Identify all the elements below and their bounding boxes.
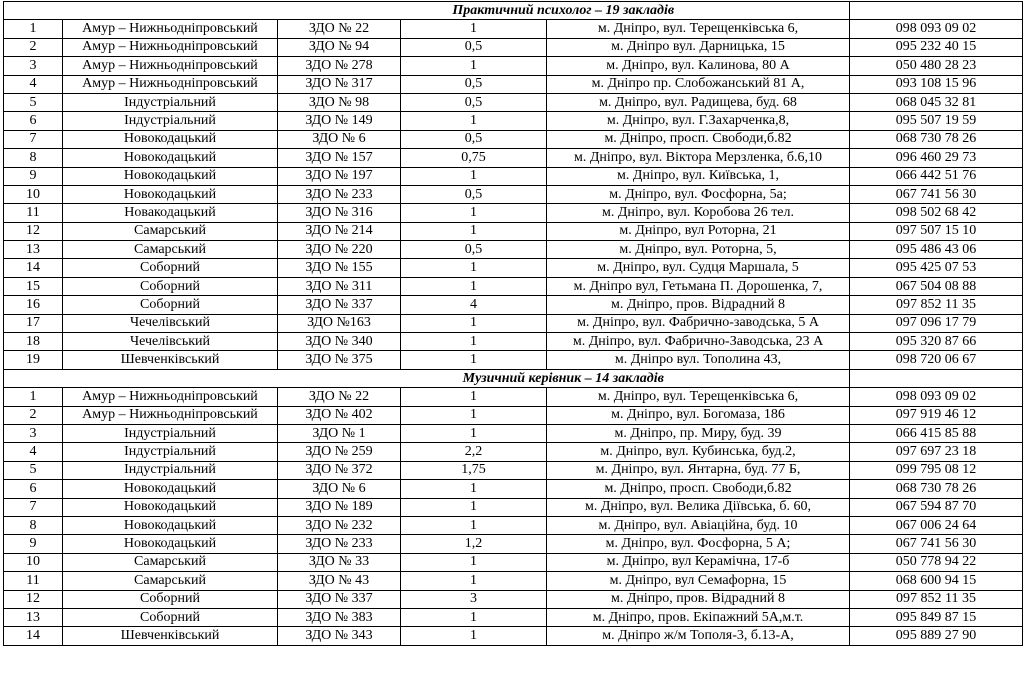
table-row [4,535,1023,553]
address-cell: м. Дніпро, просп. Свободи,б.82 [547,480,850,498]
address-cell: м. Дніпро, вул. Судця Маршала, 5 [547,259,850,277]
phone-cell: 095 232 40 15 [850,38,1023,56]
rate-cell: 0,5 [401,241,547,259]
phone-cell: 099 795 08 12 [850,461,1023,479]
rate-cell: 1 [401,20,547,38]
rate-cell: 0,5 [401,185,547,203]
row-number-cell: 7 [4,498,63,516]
table-row [4,130,1023,148]
phone-cell: 098 720 06 67 [850,351,1023,369]
institution-cell: ЗДО № 214 [278,222,401,240]
rate-cell: 1 [401,627,547,645]
rate-cell: 1,75 [401,461,547,479]
phone-cell: 095 320 87 66 [850,333,1023,351]
table-row [4,498,1023,516]
district-cell: Амур – Нижньодніпровський [63,57,278,75]
section-header-spacer [850,2,1023,20]
institution-cell: ЗДО № 43 [278,572,401,590]
address-cell: м. Дніпро, вул. Терещенківська 6, [547,20,850,38]
district-cell: Соборний [63,296,278,314]
district-cell: Індустріальний [63,112,278,130]
address-cell: м. Дніпро, вул. Калинова, 80 А [547,57,850,75]
phone-cell: 097 507 15 10 [850,222,1023,240]
address-cell: м. Дніпро вул. Дарницька, 15 [547,38,850,56]
row-number-cell: 12 [4,222,63,240]
institution-cell: ЗДО № 337 [278,590,401,608]
section-header-spacer [4,369,278,387]
row-number-cell: 13 [4,608,63,626]
district-cell: Чечелівський [63,314,278,332]
phone-cell: 095 425 07 53 [850,259,1023,277]
table-row [4,204,1023,222]
address-cell: м. Дніпро, вул. Фабрично-Заводська, 23 А [547,333,850,351]
rate-cell: 0,5 [401,38,547,56]
rate-cell: 1 [401,112,547,130]
institution-cell: ЗДО № 259 [278,443,401,461]
address-cell: м. Дніпро, вул. Фосфорна, 5 А; [547,535,850,553]
table-row [4,406,1023,424]
institution-cell: ЗДО № 149 [278,112,401,130]
row-number-cell: 2 [4,406,63,424]
district-cell: Соборний [63,259,278,277]
phone-cell: 096 460 29 73 [850,149,1023,167]
institution-cell: ЗДО № 1 [278,424,401,442]
row-number-cell: 7 [4,130,63,148]
phone-cell: 098 502 68 42 [850,204,1023,222]
district-cell: Новокодацький [63,185,278,203]
district-cell: Новокодацький [63,149,278,167]
institution-cell: ЗДО № 33 [278,553,401,571]
phone-cell: 068 730 78 26 [850,480,1023,498]
phone-cell: 066 415 85 88 [850,424,1023,442]
rate-cell: 1 [401,222,547,240]
institution-cell: ЗДО № 98 [278,93,401,111]
table-row [4,572,1023,590]
table-row [4,93,1023,111]
phone-cell: 067 741 56 30 [850,185,1023,203]
table-row [4,443,1023,461]
address-cell: м. Дніпро, вул. Фосфорна, 5а; [547,185,850,203]
phone-cell: 093 108 15 96 [850,75,1023,93]
section-header-spacer [850,369,1023,387]
phone-cell: 050 480 28 23 [850,57,1023,75]
table-row [4,351,1023,369]
table-row [4,516,1023,534]
institution-cell: ЗДО № 197 [278,167,401,185]
row-number-cell: 5 [4,93,63,111]
rate-cell: 1 [401,277,547,295]
row-number-cell: 5 [4,461,63,479]
row-number-cell: 1 [4,388,63,406]
institution-cell: ЗДО № 232 [278,516,401,534]
section-title: Музичний керівник – 14 закладів [278,369,850,387]
institution-cell: ЗДО № 316 [278,204,401,222]
address-cell: м. Дніпро пр. Слобожанський 81 А, [547,75,850,93]
table-row [4,259,1023,277]
district-cell: Новокодацький [63,535,278,553]
address-cell: м. Дніпро, вул. Кубинська, буд.2, [547,443,850,461]
district-cell: Новокодацький [63,480,278,498]
address-cell: м. Дніпро, вул. Богомаза, 186 [547,406,850,424]
table-row [4,112,1023,130]
table-row [4,388,1023,406]
institution-cell: ЗДО №163 [278,314,401,332]
district-cell: Соборний [63,590,278,608]
row-number-cell: 9 [4,167,63,185]
kindergarten-table [3,1,1023,646]
district-cell: Чечелівський [63,333,278,351]
address-cell: м. Дніпро, вул Керамічна, 17-б [547,553,850,571]
table-row [4,480,1023,498]
row-number-cell: 19 [4,351,63,369]
phone-cell: 067 594 87 70 [850,498,1023,516]
institution-cell: ЗДО № 22 [278,20,401,38]
phone-cell: 097 919 46 12 [850,406,1023,424]
address-cell: м. Дніпро, вул. Роторна, 5, [547,241,850,259]
address-cell: м. Дніпро, вул. Фабрично-заводська, 5 А [547,314,850,332]
address-cell: м. Дніпро, пров. Відрадний 8 [547,590,850,608]
rate-cell: 1 [401,57,547,75]
phone-cell: 097 697 23 18 [850,443,1023,461]
table-row [4,314,1023,332]
district-cell: Індустріальний [63,93,278,111]
table-row [4,20,1023,38]
rate-cell: 1,2 [401,535,547,553]
rate-cell: 0,5 [401,93,547,111]
rate-cell: 1 [401,553,547,571]
table-row [4,149,1023,167]
rate-cell: 1 [401,572,547,590]
phone-cell: 068 045 32 81 [850,93,1023,111]
phone-cell: 067 504 08 88 [850,277,1023,295]
rate-cell: 1 [401,480,547,498]
row-number-cell: 8 [4,149,63,167]
row-number-cell: 8 [4,516,63,534]
phone-cell: 098 093 09 02 [850,20,1023,38]
address-cell: м. Дніпро, вул. Коробова 26 тел. [547,204,850,222]
table-row [4,38,1023,56]
rate-cell: 4 [401,296,547,314]
institution-cell: ЗДО № 94 [278,38,401,56]
institution-cell: ЗДО № 157 [278,149,401,167]
phone-cell: 097 096 17 79 [850,314,1023,332]
row-number-cell: 9 [4,535,63,553]
rate-cell: 1 [401,167,547,185]
district-cell: Амур – Нижньодніпровський [63,75,278,93]
section-header-spacer [4,2,278,20]
institution-cell: ЗДО № 233 [278,185,401,203]
table-row [4,241,1023,259]
row-number-cell: 4 [4,443,63,461]
row-number-cell: 18 [4,333,63,351]
rate-cell: 1 [401,498,547,516]
institution-cell: ЗДО № 233 [278,535,401,553]
table-row [4,167,1023,185]
phone-cell: 068 600 94 15 [850,572,1023,590]
district-cell: Новокодацький [63,130,278,148]
address-cell: м. Дніпро, вул. Г.Захарченка,8, [547,112,850,130]
table-row [4,627,1023,645]
phone-cell: 067 741 56 30 [850,535,1023,553]
phone-cell: 050 778 94 22 [850,553,1023,571]
district-cell: Самарський [63,553,278,571]
institution-cell: ЗДО № 311 [278,277,401,295]
row-number-cell: 6 [4,112,63,130]
row-number-cell: 2 [4,38,63,56]
district-cell: Новакодацький [63,204,278,222]
institution-cell: ЗДО № 6 [278,130,401,148]
rate-cell: 1 [401,204,547,222]
district-cell: Новокодацький [63,516,278,534]
row-number-cell: 3 [4,57,63,75]
table-row [4,277,1023,295]
address-cell: м. Дніпро, вул. Велика Діївська, б. 60, [547,498,850,516]
table-row [4,296,1023,314]
district-cell: Індустріальний [63,443,278,461]
row-number-cell: 17 [4,314,63,332]
phone-cell: 095 889 27 90 [850,627,1023,645]
institution-cell: ЗДО № 6 [278,480,401,498]
rate-cell: 1 [401,259,547,277]
institution-cell: ЗДО № 220 [278,241,401,259]
rate-cell: 0,75 [401,149,547,167]
rate-cell: 0,5 [401,130,547,148]
table-row [4,333,1023,351]
address-cell: м. Дніпро, вул. Авіаційна, буд. 10 [547,516,850,534]
district-cell: Самарський [63,241,278,259]
table-row [4,590,1023,608]
address-cell: м. Дніпро, пров. Відрадний 8 [547,296,850,314]
address-cell: м. Дніпро вул, Гетьмана П. Дорошенка, 7, [547,277,850,295]
address-cell: м. Дніпро, вул Роторна, 21 [547,222,850,240]
district-cell: Шевченківський [63,627,278,645]
row-number-cell: 11 [4,572,63,590]
district-cell: Новокодацький [63,167,278,185]
district-cell: Новокодацький [63,498,278,516]
row-number-cell: 1 [4,20,63,38]
address-cell: м. Дніпро, пр. Миру, буд. 39 [547,424,850,442]
institution-cell: ЗДО № 278 [278,57,401,75]
phone-cell: 066 442 51 76 [850,167,1023,185]
institution-cell: ЗДО № 383 [278,608,401,626]
table-row [4,608,1023,626]
row-number-cell: 4 [4,75,63,93]
district-cell: Самарський [63,222,278,240]
phone-cell: 097 852 11 35 [850,590,1023,608]
table-row [4,222,1023,240]
row-number-cell: 10 [4,553,63,571]
institution-cell: ЗДО № 343 [278,627,401,645]
row-number-cell: 14 [4,259,63,277]
table-body [4,2,1023,646]
section-header-row [4,369,1023,387]
rate-cell: 2,2 [401,443,547,461]
rate-cell: 0,5 [401,75,547,93]
address-cell: м. Дніпро, вул. Віктора Мерзленка, б.6,10 [547,149,850,167]
address-cell: м. Дніпро, пров. Екіпажний 5А,м.т. [547,608,850,626]
rate-cell: 1 [401,388,547,406]
rate-cell: 1 [401,406,547,424]
table-row [4,424,1023,442]
table-row [4,185,1023,203]
institution-cell: ЗДО № 155 [278,259,401,277]
table-row [4,57,1023,75]
address-cell: м. Дніпро ж/м Тополя-3, б.13-А, [547,627,850,645]
address-cell: м. Дніпро, вул Семафорна, 15 [547,572,850,590]
row-number-cell: 12 [4,590,63,608]
table-row [4,75,1023,93]
row-number-cell: 11 [4,204,63,222]
row-number-cell: 3 [4,424,63,442]
district-cell: Індустріальний [63,424,278,442]
institution-cell: ЗДО № 372 [278,461,401,479]
institution-cell: ЗДО № 317 [278,75,401,93]
rate-cell: 1 [401,608,547,626]
phone-cell: 068 730 78 26 [850,130,1023,148]
institution-cell: ЗДО № 337 [278,296,401,314]
address-cell: м. Дніпро, просп. Свободи,б.82 [547,130,850,148]
address-cell: м. Дніпро вул. Тополина 43, [547,351,850,369]
address-cell: м. Дніпро, вул. Терещенківська 6, [547,388,850,406]
phone-cell: 098 093 09 02 [850,388,1023,406]
table-row [4,553,1023,571]
district-cell: Соборний [63,608,278,626]
phone-cell: 067 006 24 64 [850,516,1023,534]
section-title: Практичний психолог – 19 закладів [278,2,850,20]
district-cell: Амур – Нижньодніпровський [63,406,278,424]
institution-cell: ЗДО № 402 [278,406,401,424]
district-cell: Амур – Нижньодніпровський [63,38,278,56]
row-number-cell: 10 [4,185,63,203]
phone-cell: 095 507 19 59 [850,112,1023,130]
rate-cell: 3 [401,590,547,608]
institution-cell: ЗДО № 375 [278,351,401,369]
district-cell: Амур – Нижньодніпровський [63,388,278,406]
table-row [4,461,1023,479]
phone-cell: 095 486 43 06 [850,241,1023,259]
rate-cell: 1 [401,424,547,442]
rate-cell: 1 [401,516,547,534]
district-cell: Самарський [63,572,278,590]
section-header-row [4,2,1023,20]
district-cell: Індустріальний [63,461,278,479]
address-cell: м. Дніпро, вул. Янтарна, буд. 77 Б, [547,461,850,479]
district-cell: Соборний [63,277,278,295]
row-number-cell: 16 [4,296,63,314]
row-number-cell: 13 [4,241,63,259]
phone-cell: 095 849 87 15 [850,608,1023,626]
address-cell: м. Дніпро, вул. Київська, 1, [547,167,850,185]
address-cell: м. Дніпро, вул. Радищева, буд. 68 [547,93,850,111]
institution-cell: ЗДО № 340 [278,333,401,351]
phone-cell: 097 852 11 35 [850,296,1023,314]
rate-cell: 1 [401,351,547,369]
district-cell: Амур – Нижньодніпровський [63,20,278,38]
institution-cell: ЗДО № 22 [278,388,401,406]
row-number-cell: 6 [4,480,63,498]
rate-cell: 1 [401,333,547,351]
row-number-cell: 15 [4,277,63,295]
district-cell: Шевченківський [63,351,278,369]
institution-cell: ЗДО № 189 [278,498,401,516]
row-number-cell: 14 [4,627,63,645]
rate-cell: 1 [401,314,547,332]
